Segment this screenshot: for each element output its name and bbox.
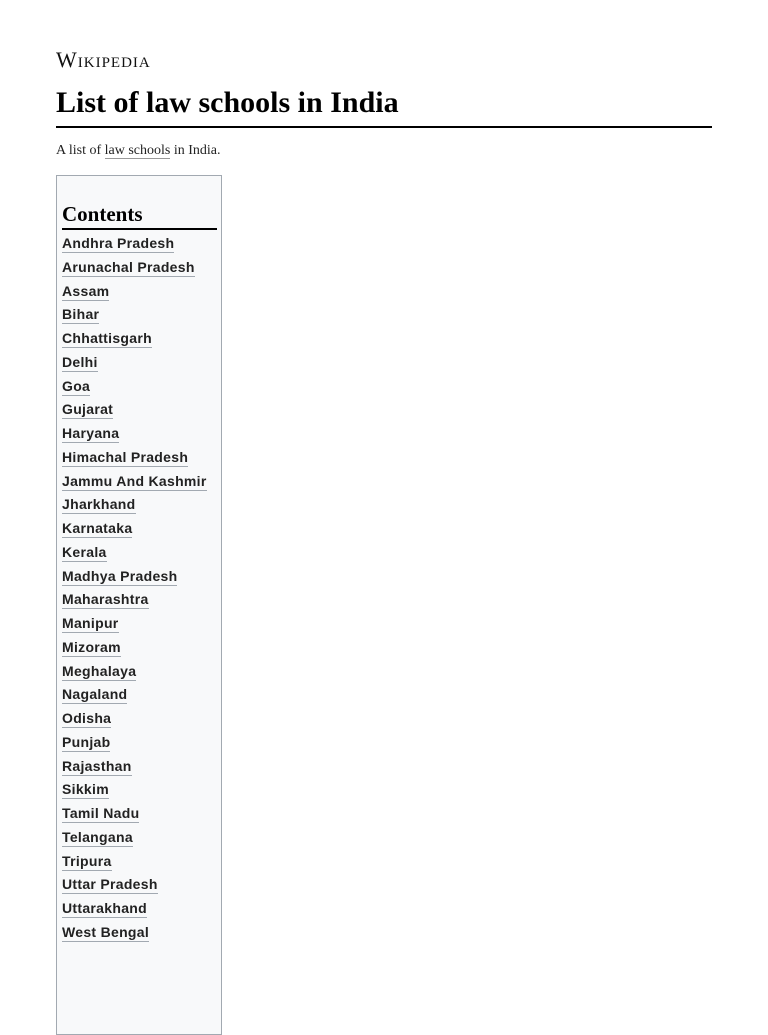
intro-suffix: in India. [170, 143, 221, 158]
toc-item [62, 398, 207, 422]
toc-link-west-bengal[interactable]: West Bengal [62, 923, 150, 940]
toc-link-meghalaya[interactable]: Meghalaya [62, 662, 137, 679]
toc-item [62, 327, 207, 351]
toc-item [62, 850, 207, 874]
toc-item [62, 375, 207, 399]
toc-link-uttar-pradesh[interactable]: Uttar Pradesh [62, 876, 158, 893]
toc-link-jammu-and-kashmir[interactable]: Jammu And Kashmir [62, 472, 207, 489]
toc-item [62, 921, 207, 945]
toc-link-maharashtra[interactable]: Maharashtra [62, 591, 149, 608]
toc-link-haryana[interactable]: Haryana [62, 425, 120, 441]
toc-link-punjab[interactable]: Punjab [62, 733, 111, 750]
toc-item [62, 493, 207, 517]
toc-link-himachal-pradesh[interactable]: Himachal Pradesh [62, 448, 189, 465]
toc-item [62, 826, 207, 850]
toc-item [62, 303, 207, 327]
toc-link-jharkhand[interactable]: Jharkhand [62, 496, 136, 513]
table-of-contents [56, 175, 222, 1035]
toc-link-delhi[interactable]: Delhi [62, 353, 98, 370]
toc-link-uttarakhand[interactable]: Uttarakhand [62, 900, 147, 916]
toc-item [62, 541, 207, 565]
toc-link-karnataka[interactable]: Karnataka [62, 520, 133, 536]
toc-item [62, 588, 207, 612]
toc-item [62, 636, 207, 660]
toc-link-bihar[interactable]: Bihar [62, 306, 100, 323]
toc-link-odisha[interactable]: Odisha [62, 710, 112, 726]
toc-item [62, 565, 207, 589]
page-title: List of law schools in India [56, 82, 712, 128]
toc-link-madhya-pradesh[interactable]: Madhya Pradesh [62, 567, 178, 584]
toc-item [62, 873, 207, 897]
toc-heading: Contents [62, 200, 217, 230]
toc-link-chhattisgarh[interactable]: Chhattisgarh [62, 330, 152, 346]
toc-link-manipur[interactable]: Manipur [62, 615, 119, 631]
toc-link-arunachal-pradesh[interactable]: Arunachal Pradesh [62, 258, 195, 275]
law-schools-link[interactable]: law schools [104, 143, 171, 158]
toc-item [62, 446, 207, 470]
toc-link-mizoram[interactable]: Mizoram [62, 638, 121, 655]
toc-link-nagaland[interactable]: Nagaland [62, 686, 128, 703]
toc-list [62, 232, 207, 945]
toc-link-tripura[interactable]: Tripura [62, 852, 112, 869]
toc-item [62, 232, 207, 256]
toc-item [62, 802, 207, 826]
toc-item [62, 470, 207, 494]
toc-item [62, 422, 207, 446]
toc-link-telangana[interactable]: Telangana [62, 828, 133, 845]
toc-link-rajasthan[interactable]: Rajasthan [62, 757, 132, 774]
toc-item [62, 683, 207, 707]
toc-link-kerala[interactable]: Kerala [62, 543, 107, 560]
toc-link-andhra-pradesh[interactable]: Andhra Pradesh [62, 235, 175, 251]
toc-item [62, 351, 207, 375]
toc-item [62, 660, 207, 684]
toc-link-goa[interactable]: Goa [62, 377, 91, 394]
toc-link-sikkim[interactable]: Sikkim [62, 781, 109, 798]
toc-item [62, 778, 207, 802]
toc-link-assam[interactable]: Assam [62, 282, 110, 299]
wikipedia-wordmark[interactable]: Wikipedia [56, 47, 151, 72]
intro-prefix: A list of [56, 143, 105, 158]
toc-item [62, 897, 207, 921]
toc-link-tamil-nadu[interactable]: Tamil Nadu [62, 805, 140, 821]
toc-item [62, 755, 207, 779]
toc-link-gujarat[interactable]: Gujarat [62, 401, 114, 418]
intro-paragraph [56, 140, 221, 162]
toc-item [62, 517, 207, 541]
toc-item [62, 731, 207, 755]
toc-item [62, 707, 207, 731]
toc-item [62, 256, 207, 280]
toc-item [62, 612, 207, 636]
toc-item [62, 280, 207, 304]
